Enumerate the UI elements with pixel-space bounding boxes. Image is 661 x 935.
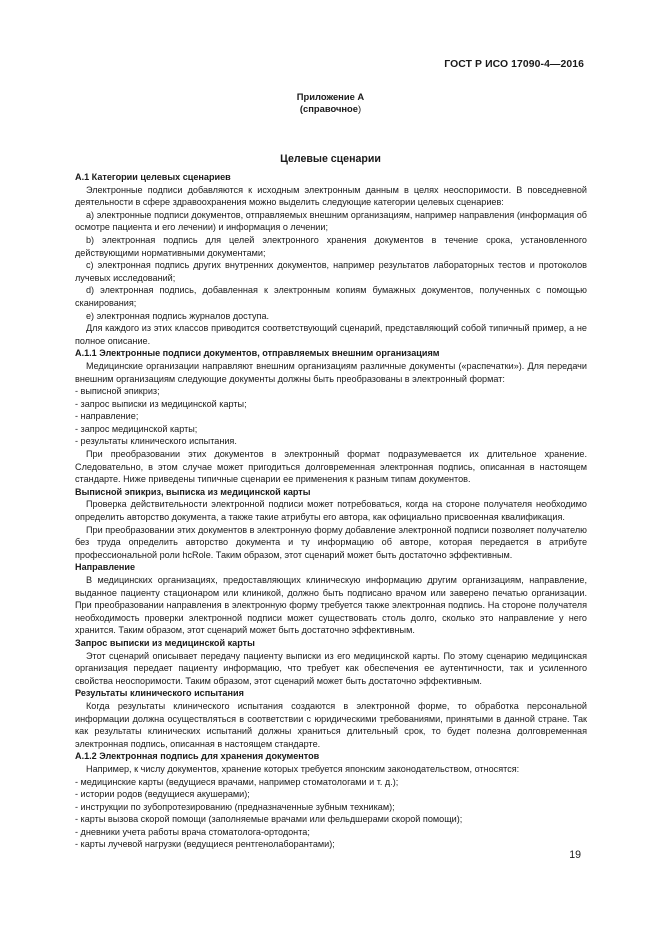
paragraph: Например, к числу документов, хранение которых требуется японским законодательством, относятся: bbox=[86, 763, 520, 774]
subsection-heading: Направление bbox=[75, 562, 136, 573]
standard-header: ГОСТ Р ИСО 17090-4—2016 bbox=[444, 59, 584, 70]
list-item: - карты лучевой нагрузки (ведущиеся рентгенолаборантами); bbox=[75, 839, 335, 850]
paragraph: b) электронная подпись для целей электронного хранения документов в течение срока, установленного действующими нормативными документами; bbox=[75, 234, 587, 258]
document-body bbox=[75, 171, 587, 851]
paragraph: При преобразовании этих документов в электронную форму добавление электронной подписи позволяет получателю без труда определить авторство документа и ту информацию об авторе, которая передается в атрибуте профессиональной роли hcRole. Таким образом, этот сценарий может быть достаточно эффективным. bbox=[75, 524, 587, 560]
list-item: - медицинские карты (ведущиеся врачами, например стоматологами и т. д.); bbox=[75, 776, 399, 787]
list-item: - истории родов (ведущиеся акушерами); bbox=[75, 789, 250, 800]
annex-label: Приложение А bbox=[296, 91, 365, 102]
paragraph: При преобразовании этих документов в электронный формат подразумевается их длительное хранение. Следовательно, в этом случае может пригодиться долговременная электронная подпись, описанная в настоящем стандарте. Ниже приведены типичные сценарии ее применения к разным типам документов. bbox=[75, 449, 587, 485]
section-heading: А.1.1 Электронные подписи документов, отправляемых внешним организациям bbox=[75, 348, 440, 359]
paragraph: d) электронная подпись, добавленная к электронным копиям бумажных документов, полученных с помощью сканирования; bbox=[75, 285, 587, 308]
paragraph: Электронные подписи добавляются к исходным электронным данным в целях неоспоримости. В повседневной деятельности в сфере здравоохранения можно выделить следующие категории целевых сценариев: bbox=[75, 184, 587, 208]
list-item: - инструкции по зубопротезированию (предназначенные зубным техникам); bbox=[75, 801, 395, 812]
section-heading: А.1.2 Электронная подпись для хранения документов bbox=[75, 751, 320, 762]
annex-close-paren: ) bbox=[358, 103, 362, 114]
paragraph: Медицинские организации направляют внешним организациям различные документы («распечатки»). Для передачи внешним организациям следующие документы должны быть преобразованы в электронный формат: bbox=[75, 360, 587, 384]
paragraph: В медицинских организациях, предоставляющих клиническую информацию другим организациям, направление, выданное пациенту стационаром или клиникой, должно быть подписано врачом или заверено печатью организации. При преобразовании направления в электронную форму требуется также электронная подпись. На стороне получателя необходимость проверки электронной подписи может существовать столь долго, сколько это направление у него хранится. Таким образом, этот сценарий может быть достаточно эффективным. bbox=[75, 575, 587, 636]
annex-kind-line bbox=[0, 103, 661, 115]
annex-heading bbox=[0, 91, 661, 115]
list-item: - карты вызова скорой помощи (заполняемые врачами или фельдшерами скорой помощи); bbox=[75, 814, 463, 825]
list-item: - выписной эпикриз; bbox=[75, 386, 160, 397]
section-heading: А.1 Категории целевых сценариев bbox=[75, 172, 231, 182]
list-item: - дневники учета работы врача стоматолога-ортодонта; bbox=[75, 826, 310, 837]
paragraph: a) электронные подписи документов, отправляемых внешним организациям, например направления (информация об осмотре пациента и его лечении) и информация о лечении; bbox=[75, 209, 587, 233]
subsection-heading: Запрос выписки из медицинской карты bbox=[75, 637, 255, 648]
subsection-heading: Выписной эпикриз, выписка из медицинской карты bbox=[75, 486, 311, 497]
paragraph: c) электронная подпись других внутренних документов, например результатов лабораторных тестов и протоколов лучевых исследований; bbox=[75, 260, 587, 283]
list-item: - запрос медицинской карты; bbox=[75, 423, 198, 434]
annex-kind: справочное bbox=[303, 103, 358, 114]
list-item: - запрос выписки из медицинской карты; bbox=[75, 398, 247, 409]
annex-open-paren: ( bbox=[299, 103, 303, 114]
list-item: - направление; bbox=[75, 411, 139, 422]
paragraph: Когда результаты клинического испытания создаются в электронной форме, то обработка персональной информации должна осуществляться в соответствии с юридическими требованиями, принятыми в данной стране. Так как результаты клинических испытаний должны храниться длительный срок, то будет полезна долговременная электронная подпись, описанная в настоящем стандарте. bbox=[75, 700, 587, 749]
paragraph: Для каждого из этих классов приводится соответствующий сценарий, представляющий собой типичный пример, а не полное описание. bbox=[75, 323, 587, 346]
section-title: Целевые сценарии bbox=[280, 153, 381, 165]
page-number: 19 bbox=[569, 849, 581, 861]
subsection-heading: Результаты клинического испытания bbox=[75, 688, 244, 699]
paragraph: Этот сценарий описывает передачу пациенту выписки из его медицинской карты. По этому сценарию медицинская организация передает пациенту информацию, что требует как обеспечения ее аутентичности, так и усиленного свойства неоспоримости. Таким образом, этот сценарий может быть достаточно эффективным. bbox=[75, 650, 587, 686]
list-item: - результаты клинического испытания. bbox=[75, 436, 237, 447]
paragraph: e) электронная подпись журналов доступа. bbox=[86, 310, 270, 321]
paragraph: Проверка действительности электронной подписи может потребоваться, когда на стороне получателя необходимо определить авторство документа, а также такие атрибуты его автора, как официально присвоенная квалификация. bbox=[75, 499, 587, 523]
